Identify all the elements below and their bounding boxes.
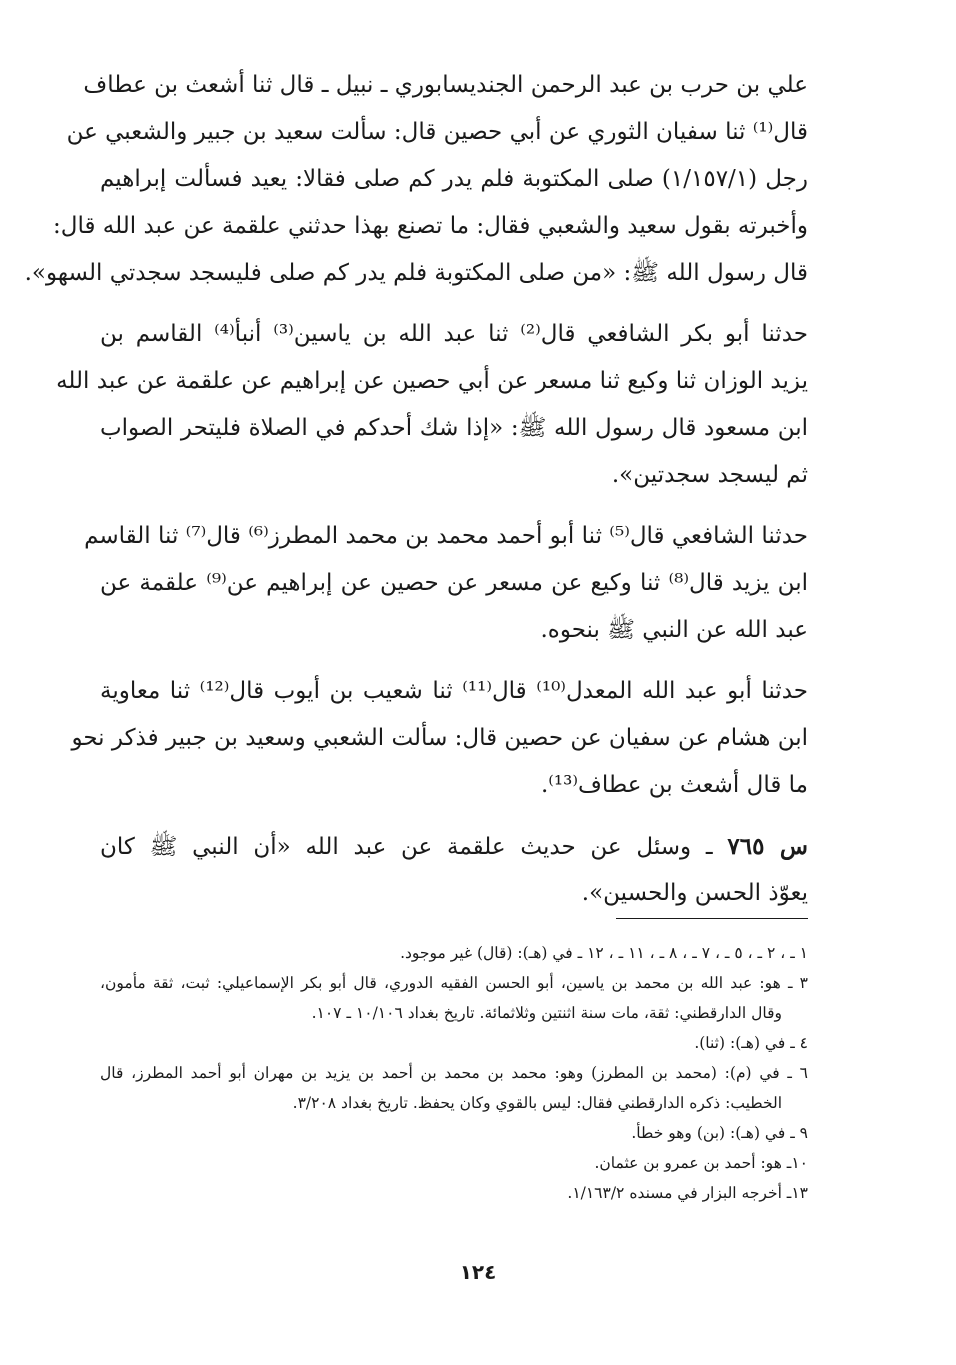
text-line: يزيد الوزان ثنا وكيع ثنا مسعر عن أبي حصين عن إبراهيم عن علقمة عن عبد الله	[56, 368, 808, 394]
footnote: ١٣ـ أخرجه البزار في مسنده ١/١٦٣/٢.	[567, 1184, 808, 1202]
text-line: ابن مسعود قال رسول الله ﷺ: «إذا شك أحدكم في الصلاة فليتحر الصواب	[100, 415, 808, 441]
footnote-divider	[616, 918, 808, 919]
text-line: يعوّذ الحسن والحسين».	[581, 880, 808, 906]
text-line: وأخبرته بقول سعيد والشعبي فقال: ما تصنع بهذا حدثني علقمة عن عبد الله قال:	[53, 213, 808, 239]
text-line	[100, 823, 808, 870]
paragraph-4	[71, 668, 808, 809]
paragraph-1	[24, 62, 808, 297]
footnote-continuation: وقال الدارقطني: ثقة، مات سنة اثنتين وثلاثمائة. تاريخ بغداد ١٠/١٠٦ ـ ١٠٧.	[311, 1004, 782, 1022]
footnote: ٦ ـ في (م): (محمد بن المطرز) وهو: محمد بن محمد بن أحمد بن يزيد بن مهران أبو أحمد المطرز، قال	[100, 1064, 808, 1082]
text-line: ابن يزيد قال⁽⁸⁾ ثنا وكيع عن مسعر عن حصين عن إبراهيم عن⁽⁹⁾ علقمة عن	[100, 570, 808, 596]
question-text: ـ وسئل عن حديث علقمة عن عبد الله «أن النبي ﷺ كان	[100, 834, 728, 860]
text-line: ثم ليسجد سجدتين».	[611, 462, 808, 488]
text-line: حدثنا أبو عبد الله المعدل⁽¹⁰⁾ قال⁽¹¹⁾ ثنا شعيب بن أيوب قال⁽¹²⁾ ثنا معاوية	[100, 678, 808, 704]
footnote-continuation: الخطيب: ذكره الدارقطني فقال: ليس بالقوي وكان يحفظ. تاريخ بغداد ٣/٢٠٨.	[292, 1094, 782, 1112]
footnote: ٣ ـ هو: عبد الله بن محمد بن ياسين، أبو الحسن الفقيه الدوري، قال أبو بكر الإسماعيلي: ثبت، ثقة مأمون،	[100, 974, 808, 992]
question-number: س ٧٦٥	[727, 833, 808, 860]
text-line: رجل (١/١٥٧/١) صلى المكتوبة فلم يدر كم صلى فقالا: يعيد فسألت إبراهيم	[100, 166, 808, 192]
footnotes	[100, 938, 808, 1208]
text-line: ابن هشام عن سفيان عن حصين قال: سألت الشعبي وسعيد بن جبير فذكر نحو	[71, 725, 808, 751]
text-line: عبد الله عن النبي ﷺ بنحوه.	[540, 617, 808, 643]
paragraph-3	[84, 513, 808, 654]
main-text	[24, 62, 808, 931]
text-line: علي بن حرب بن عبد الرحمن الجنديسابوري ـ نبيل ـ قال ثنا أشعث بن عطاف	[83, 72, 808, 98]
text-line: ما قال أشعث بن عطاف⁽¹³⁾.	[540, 772, 808, 798]
text-line: حدثنا الشافعي قال⁽⁵⁾ ثنا أبو أحمد محمد بن محمد المطرز⁽⁶⁾ قال⁽⁷⁾ ثنا القاسم	[84, 523, 808, 549]
footnote: ٤ ـ في (هـ): (ثنا).	[694, 1034, 808, 1052]
text-line: قال رسول الله ﷺ: «من صلى المكتوبة فلم يدر كم صلى فليسجد سجدتي السهو».	[24, 260, 808, 286]
paragraph-2	[56, 311, 808, 499]
footnote: ١٠ـ هو: أحمد بن عمرو بن عثمان.	[594, 1154, 808, 1172]
question-765	[100, 823, 808, 917]
page-number: ١٢٤	[459, 1260, 497, 1284]
text-line: قال⁽¹⁾ ثنا سفيان الثوري عن أبي حصين قال: سألت سعيد بن جبير والشعبي عن	[66, 119, 808, 145]
footnote: ٩ ـ في (هـ): (بن) وهو خطأ.	[631, 1124, 808, 1142]
footnote: ١ ـ ، ٢ ـ ، ٥ ـ ، ٧ ـ ، ٨ ـ ، ١١ ـ ، ١٢ ـ في (هـ): (قال) غير موجود.	[400, 944, 808, 962]
text-line: حدثنا أبو بكر الشافعي قال⁽²⁾ ثنا عبد الله بن ياسين⁽³⁾ أنبأ⁽⁴⁾ القاسم بن	[100, 321, 808, 347]
